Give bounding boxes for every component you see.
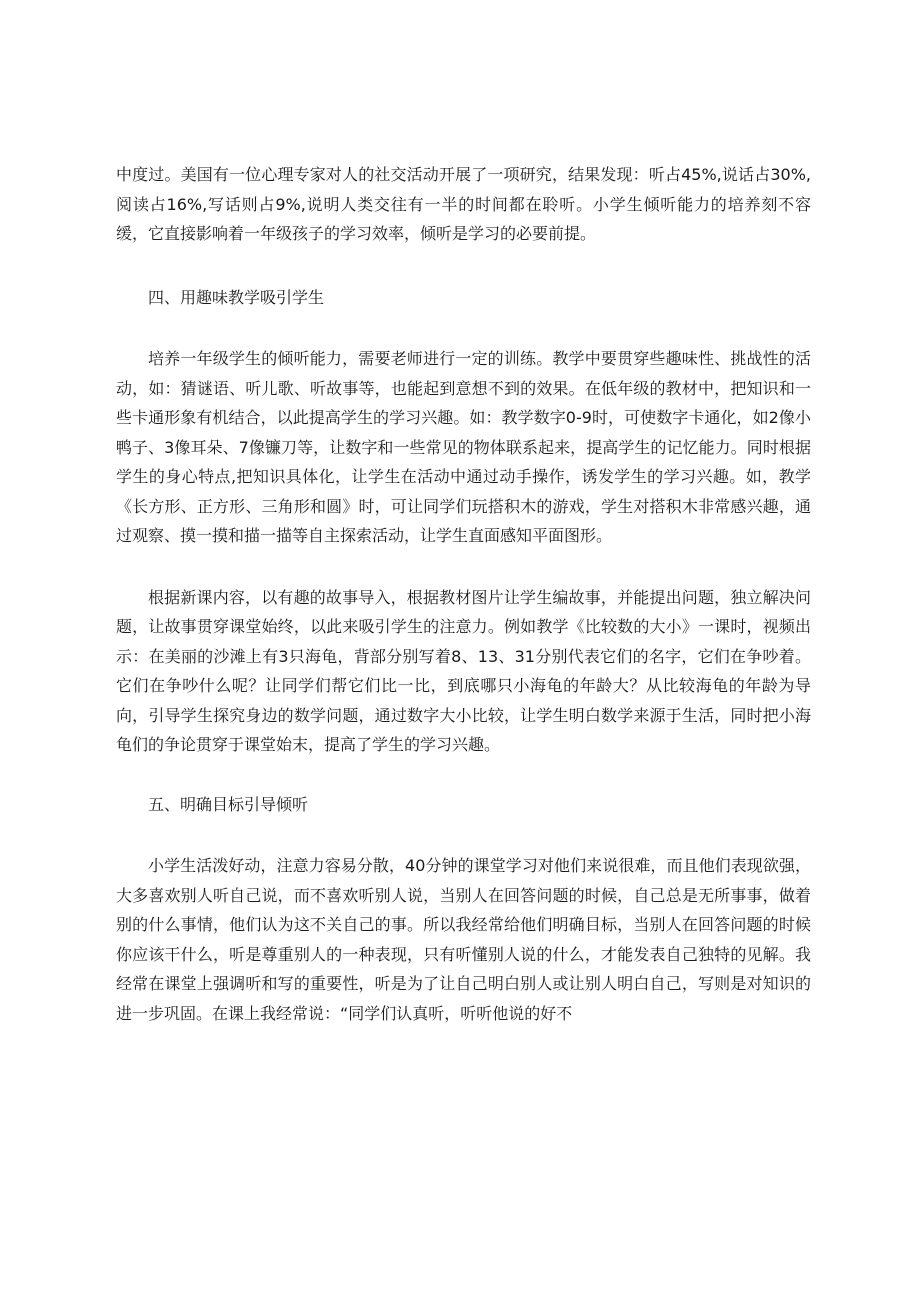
paragraph-clear-goals: 小学生活泼好动，注意力容易分散，40分钟的课堂学习对他们来说很难，而且他们表现欲强，大多喜欢别人听自己说，而不喜欢听别人说，当别人在回答问题的时候，自己总是无所事事，做着别的什么事情，他们认为这不关自己的事。所以我经常给他们明确目标，当别人在回答问题的时候你应该干什么，听是尊重别人的一种表现，只有听懂别人说的什么，才能发表自己独特的见解。我经常在课堂上强调听和写的重要性，听是为了让自己明白别人或让别人明白自己，写则是对知识的进一步巩固。在课上我经常说：“同学们认真听，听听他说的好不 [116,856,811,1023]
paragraph-story-introduction: 根据新课内容，以有趣的故事导入，根据教材图片让学生编故事，并能提出问题，独立解决问题，让故事贯穿课堂始终，以此来吸引学生的注意力。例如教学《比较数的大小》一课时，视频出示：在美丽的沙滩上有3只海龟，背部分别写着8、13、31分别代表它们的名字，它们在争吵着。它们在争吵什么呢？让同学们帮它们比一比，到底哪只小海龟的年龄大？从比较海龟的年龄为导向，引导学生探究身边的数学问题，通过数字大小比较，让学生明白数学来源于生活，同时把小海龟们的争论贯穿于课堂始末，提高了学生的学习兴趣。 [116,587,811,754]
spacer [116,819,811,851]
document-body [116,160,811,1028]
paragraph-intro-continuation: 中度过。美国有一位心理专家对人的社交活动开展了一项研究，结果发现：听占45%,说话占30%,阅读占16%,写话则占9%,说明人类交往有一半的时间都在聆听。小学生倾听能力的培养刻不容缓，它直接影响着一年级孩子的学习效率，倾听是学习的必要前提。 [116,165,811,243]
spacer [116,551,811,583]
spacer [116,312,811,344]
spacer [116,760,811,790]
section-heading-5: 五、明确目标引导倾听 [148,794,309,814]
paragraph-interest-training: 培养一年级学生的倾听能力，需要老师进行一定的训练。教学中要贯穿些趣味性、挑战性的活动，如：猜谜语、听儿歌、听故事等，也能起到意想不到的效果。在低年级的教材中，把知识和一些卡通形象有机结合，以此提高学生的学习兴趣。如：教学数字0-9时，可使数字卡通化，如2像小鸭子、3像耳朵、7像镰刀等，让数字和一些常见的物体联系起来，提高学生的记忆能力。同时根据学生的身心特点,把知识具体化，让学生在活动中通过动手操作，诱发学生的学习兴趣。如，教学《长方形、正方形、三角形和圆》时，可让同学们玩搭积木的游戏，学生对搭积木非常感兴趣，通过观察、摸一摸和描一描等自主探索活动，让学生直面感知平面图形。 [116,349,811,545]
spacer [116,249,811,283]
section-heading-4: 四、用趣味教学吸引学生 [148,287,325,307]
